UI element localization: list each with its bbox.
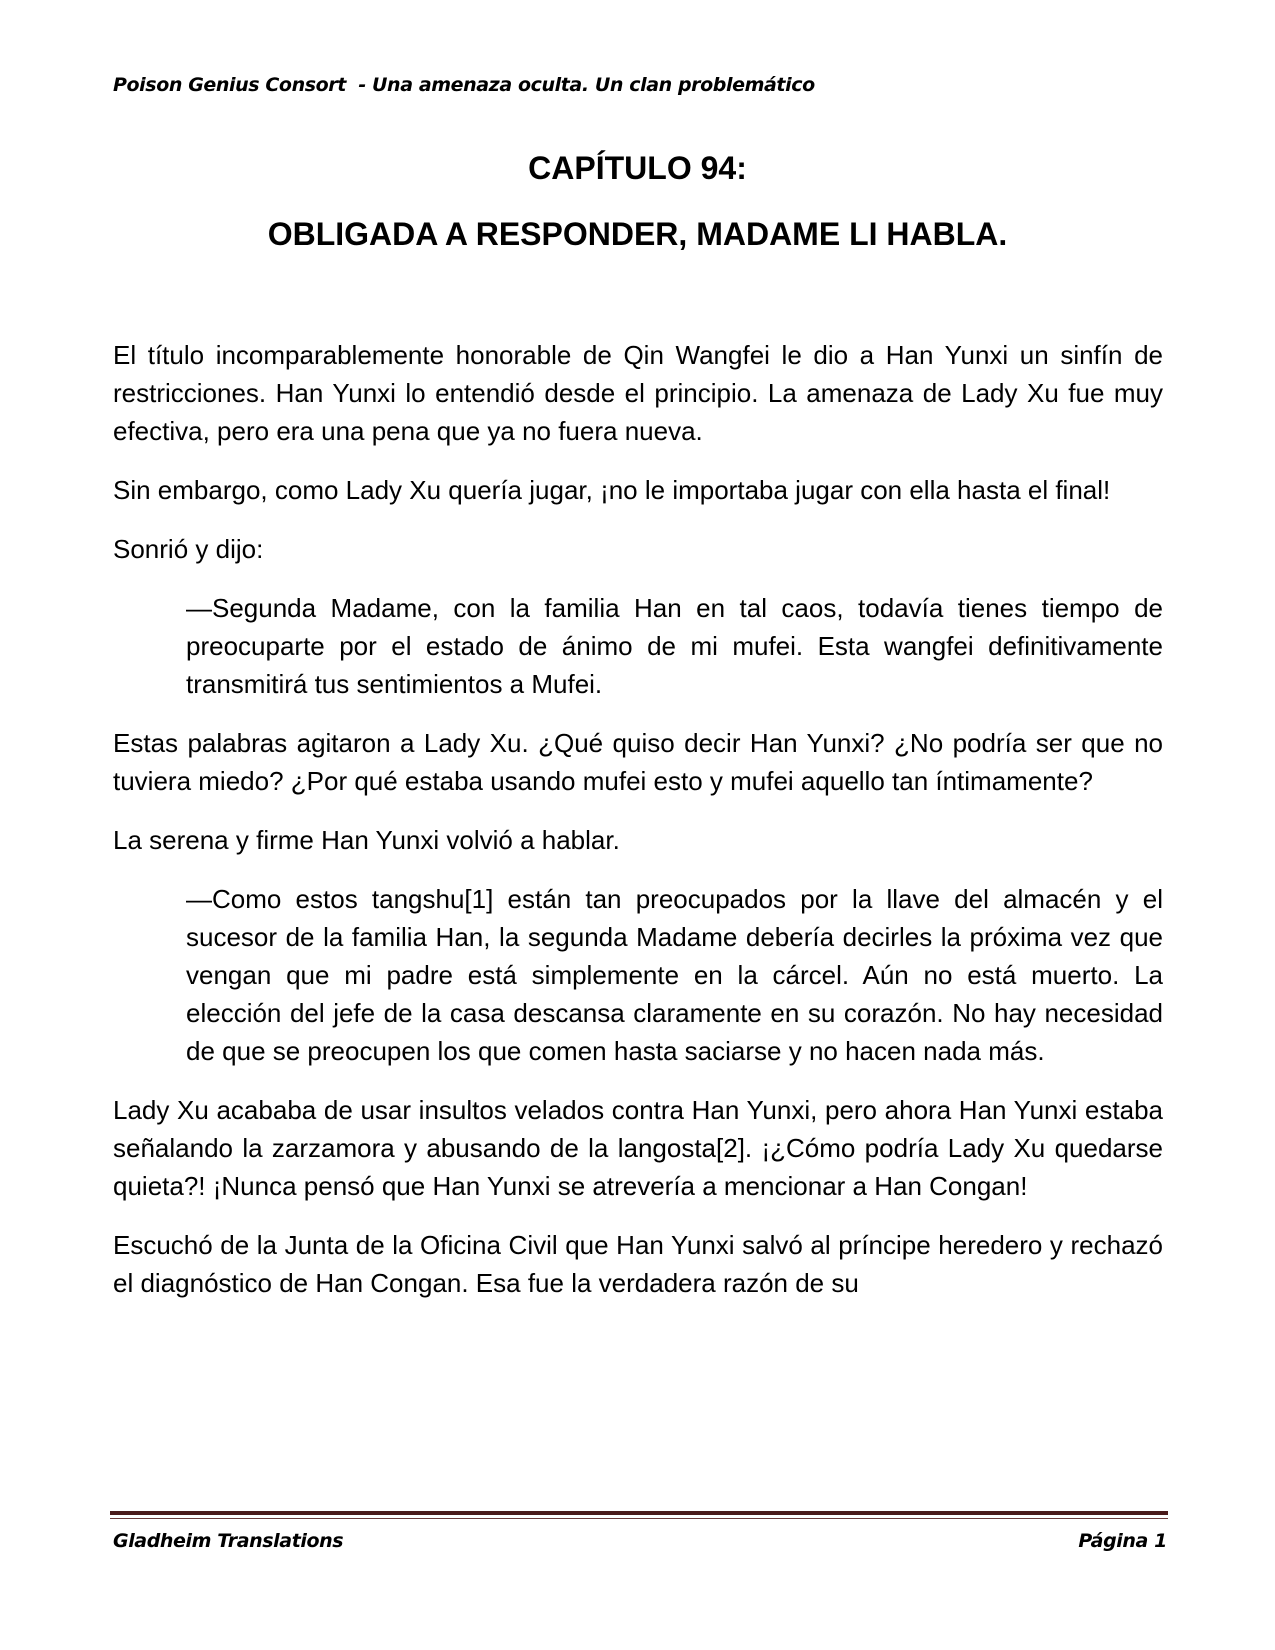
- chapter-number: CAPÍTULO 94:: [528, 150, 747, 186]
- paragraph: Sonrió y dijo:: [113, 534, 264, 564]
- dialogue-paragraph: —Segunda Madame, con la familia Han en tal caos, todavía tienes tiempo de preocuparte por el estado de ánimo de mi mufei. Esta wangfei definitivamente transmitirá tus sentimientos a Mufei.: [186, 593, 1163, 699]
- paragraph: Estas palabras agitaron a Lady Xu. ¿Qué quiso decir Han Yunxi? ¿No podría ser que no tuviera miedo? ¿Por qué estaba usando mufei esto y mufei aquello tan íntimamente?: [113, 728, 1163, 796]
- paragraph: El título incomparablemente honorable de Qin Wangfei le dio a Han Yunxi un sinfín de restricciones. Han Yunxi lo entendió desde el principio. La amenaza de Lady Xu fue muy efectiva, pero era una pena que ya no fuera nueva.: [113, 340, 1163, 446]
- paragraph: Sin embargo, como Lady Xu quería jugar, ¡no le importaba jugar con ella hasta el final!: [113, 475, 1111, 505]
- chapter-body: [113, 336, 1163, 1323]
- dialogue-paragraph: —Como estos tangshu[1] están tan preocupados por la llave del almacén y el sucesor de la familia Han, la segunda Madame debería decirles la próxima vez que vengan que mi padre está simplemente en la cárcel. Aún no está muerto. La elección del jefe de la casa descansa claramente en su corazón. No hay necesidad de que se preocupen los que comen hasta saciarse y no hacen nada más.: [186, 884, 1163, 1066]
- chapter-title: OBLIGADA A RESPONDER, MADAME LI HABLA.: [267, 216, 1008, 252]
- paragraph: Lady Xu acababa de usar insultos velados contra Han Yunxi, pero ahora Han Yunxi estaba señalando la zarzamora y abusando de la langosta[2]. ¡¿Cómo podría Lady Xu quedarse quieta?! ¡Nunca pensó que Han Yunxi se atrevería a mencionar a Han Congan!: [113, 1095, 1163, 1201]
- running-header: Poison Genius Consort - Una amenaza oculta. Un clan problemático: [113, 74, 815, 96]
- footer-rule-thin: [110, 1518, 1168, 1519]
- paragraph: La serena y firme Han Yunxi volvió a hablar.: [113, 825, 620, 855]
- footer-translator: Gladheim Translations: [113, 1530, 344, 1552]
- footer-rule: [110, 1511, 1168, 1515]
- footer-page-number: Página 1: [1078, 1530, 1167, 1552]
- paragraph: Escuchó de la Junta de la Oficina Civil que Han Yunxi salvó al príncipe heredero y rechazó el diagnóstico de Han Congan. Esa fue la verdadera razón de su: [113, 1230, 1163, 1298]
